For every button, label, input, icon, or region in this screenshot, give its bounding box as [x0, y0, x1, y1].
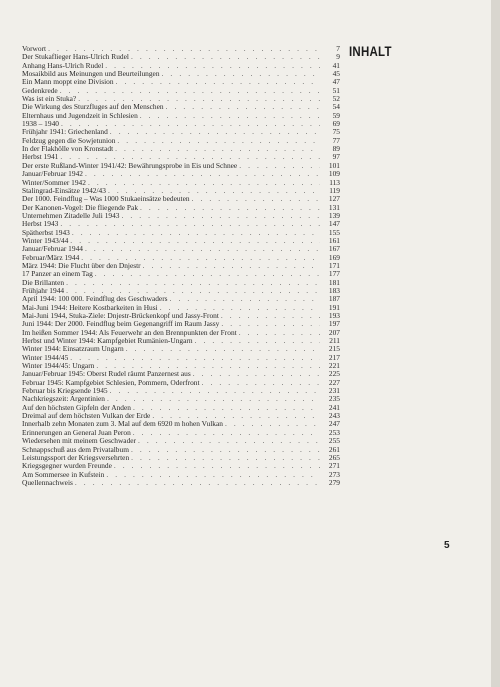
toc-entry-title: 17 Panzer an einem Tag — [22, 270, 93, 279]
toc-entry-title: Der Kanonen-Vogel: Die fliegende Pak — [22, 203, 139, 212]
toc-entry-page: 45 — [332, 70, 340, 79]
toc-entry-page: 211 — [329, 337, 340, 346]
toc-leader-dots — [143, 262, 320, 270]
toc-entry-title: Der 1000. Feindflug – Was 1000 Stukaeinsätze bedeuten — [22, 195, 190, 204]
toc-entry-title: Leistungssport der Kriegsversehrten — [22, 453, 130, 462]
toc-entry-page: 52 — [332, 95, 340, 104]
toc-entry — [22, 70, 340, 78]
toc-entry-page: 181 — [328, 278, 340, 287]
toc-entry — [22, 479, 340, 487]
toc-entry-title: 1938 – 1940 — [22, 120, 59, 129]
toc-leader-dots — [88, 179, 320, 187]
toc-entry-title: Mosaikbild aus Meinungen und Beurteilungen — [22, 70, 160, 79]
toc-entry-title: Dreimal auf dem höchsten Vulkan der Erde — [22, 412, 151, 421]
toc-leader-dots — [60, 87, 320, 95]
toc-entry — [22, 254, 340, 262]
toc-entry-title: Kriegsgegner wurden Freunde — [22, 462, 112, 471]
toc-entry-title: Auf den höchsten Gipfeln der Anden — [22, 403, 131, 412]
toc-entry — [22, 429, 340, 437]
toc-entry — [22, 145, 340, 153]
toc-entry-title: Frühjahr 1944 — [22, 286, 65, 295]
toc-entry — [22, 454, 340, 462]
toc-leader-dots — [239, 162, 320, 170]
toc-entry-title: Februar bis Kriegsende 1945 — [22, 387, 108, 396]
toc-entry-page: 191 — [328, 303, 340, 312]
toc-entry — [22, 320, 340, 328]
toc-entry-title: Wiedersehen mit meinem Geschwader — [22, 437, 137, 446]
toc-entry-title: Winter/Sommer 1942 — [22, 178, 86, 187]
toc-entry-title: Spätherbst 1943 — [22, 228, 70, 237]
toc-entry — [22, 279, 340, 287]
toc-entry — [22, 128, 340, 136]
toc-entry-page: 109 — [328, 170, 340, 179]
toc-entry-title: Feldzug gegen die Sowjetunion — [22, 136, 116, 145]
toc-leader-dots — [131, 446, 320, 454]
toc-leader-dots — [81, 254, 320, 262]
toc-entry — [22, 471, 340, 479]
toc-entry-title: Mai-Juni 1944: Heitere Kostbarkeiten in Husi — [22, 303, 158, 312]
toc-entry-page: 197 — [328, 320, 340, 329]
toc-entry-title: Herbst und Winter 1944: Kampfgebiet Rumänien-Ungarn — [22, 337, 193, 346]
toc-entry-page: 7 — [336, 45, 340, 53]
table-of-contents — [22, 45, 340, 487]
toc-entry-title: Januar/Februar 1944 — [22, 245, 83, 254]
toc-entry — [22, 179, 340, 187]
toc-entry-title: März 1944: Die Flucht über den Dnjestr — [22, 261, 141, 270]
toc-entry-title: Februar 1945: Kampfgebiet Schlesien, Pommern, Oderfront — [22, 378, 200, 387]
toc-leader-dots — [131, 454, 320, 462]
toc-entry-page: 171 — [328, 261, 340, 270]
toc-entry-page: 217 — [328, 353, 340, 362]
toc-entry-page: 225 — [328, 370, 340, 379]
toc-entry — [22, 404, 340, 412]
toc-entry — [22, 45, 340, 53]
toc-entry-title: Februar/März 1944 — [22, 253, 80, 262]
toc-leader-dots — [239, 329, 320, 337]
toc-entry — [22, 337, 340, 345]
toc-entry-title: Januar/Februar 1945: Oberst Rudel räumt Panzernest aus — [22, 370, 191, 379]
toc-entry-title: Juni 1944: Der 2000. Feindflug beim Gegenangriff im Raum Jassy — [22, 320, 220, 329]
toc-entry-page: 41 — [332, 61, 340, 70]
toc-entry — [22, 120, 340, 128]
toc-entry — [22, 370, 340, 378]
toc-entry-title: Winter 1944: Einsatzraum Ungarn — [22, 345, 124, 354]
toc-entry-title: Anhang Hans-Ulrich Rudel — [22, 61, 104, 70]
toc-entry — [22, 187, 340, 195]
toc-leader-dots — [195, 337, 320, 345]
toc-entry — [22, 387, 340, 395]
toc-entry-page: 161 — [328, 236, 340, 245]
toc-entry — [22, 446, 340, 454]
toc-leader-dots — [85, 245, 320, 253]
toc-entry-title: Frühjahr 1941: Griechenland — [22, 128, 108, 137]
toc-entry — [22, 245, 340, 253]
toc-entry-title: April 1944: 100 000. Feindflug des Geschwaders — [22, 295, 168, 304]
toc-entry-title: Schnappschuß aus dem Privatalbum — [22, 445, 129, 454]
toc-entry-page: 187 — [328, 295, 340, 304]
toc-entry-page: 97 — [332, 153, 340, 162]
toc-entry — [22, 112, 340, 120]
toc-entry-page: 227 — [328, 378, 340, 387]
toc-entry — [22, 295, 340, 303]
toc-entry — [22, 229, 340, 237]
toc-leader-dots — [95, 270, 320, 278]
toc-entry-page: 131 — [328, 203, 340, 212]
toc-entry-page: 169 — [328, 253, 340, 262]
toc-leader-dots — [110, 387, 320, 395]
toc-entry — [22, 420, 340, 428]
toc-entry-title: Erinnerungen an General Juan Peron — [22, 428, 131, 437]
toc-entry-page: 265 — [328, 453, 340, 462]
toc-leader-dots — [106, 471, 320, 479]
page-edge — [491, 0, 500, 687]
toc-entry — [22, 162, 340, 170]
toc-entry-title: Der Stukaflieger Hans-Ulrich Rudel — [22, 53, 129, 62]
toc-leader-dots — [138, 437, 320, 445]
toc-leader-dots — [221, 312, 320, 320]
toc-entry — [22, 53, 340, 61]
toc-leader-dots — [131, 53, 320, 61]
toc-entry-page: 231 — [328, 387, 340, 396]
toc-heading: INHALT — [349, 43, 392, 59]
toc-entry-page: 9 — [336, 53, 340, 62]
toc-entry — [22, 212, 340, 220]
toc-leader-dots — [48, 45, 320, 53]
toc-entry-page: 147 — [328, 220, 340, 229]
toc-entry-page: 119 — [329, 186, 340, 195]
toc-leader-dots — [193, 370, 320, 378]
toc-leader-dots — [140, 204, 320, 212]
toc-leader-dots — [192, 195, 320, 203]
toc-leader-dots — [122, 212, 321, 220]
toc-entry — [22, 237, 340, 245]
toc-entry-title: Januar/Februar 1942 — [22, 170, 83, 179]
toc-entry — [22, 287, 340, 295]
toc-leader-dots — [66, 287, 320, 295]
toc-leader-dots — [70, 354, 320, 362]
toc-leader-dots — [133, 429, 320, 437]
toc-entry — [22, 362, 340, 370]
toc-entry — [22, 462, 340, 470]
toc-entry-title: Innerhalb zehn Monaten zum 3. Mal auf dem 6920 m hohen Vulkan — [22, 420, 223, 429]
toc-entry — [22, 195, 340, 203]
toc-entry-title: Vorwort — [22, 45, 47, 53]
toc-entry-page: 155 — [328, 228, 340, 237]
toc-entry-page: 54 — [332, 103, 340, 112]
toc-entry-page: 221 — [328, 362, 340, 371]
toc-entry-page: 243 — [328, 412, 340, 421]
page-number: 5 — [444, 540, 450, 551]
toc-entry — [22, 412, 340, 420]
toc-entry-page: 253 — [328, 428, 340, 437]
toc-entry-title: Quellennachweis — [22, 478, 73, 487]
toc-entry — [22, 204, 340, 212]
toc-leader-dots — [61, 120, 320, 128]
toc-leader-dots — [107, 395, 320, 403]
toc-entry-title: In der Flakhölle von Kronstadt — [22, 145, 114, 154]
toc-entry-page: 75 — [332, 128, 340, 137]
toc-entry-page: 127 — [328, 195, 340, 204]
toc-leader-dots — [75, 479, 320, 487]
toc-entry-title: Gedenkrede — [22, 86, 58, 95]
toc-entry-title: Am Sommersee in Kufstein — [22, 470, 105, 479]
toc-entry — [22, 87, 340, 95]
toc-entry — [22, 170, 340, 178]
toc-entry-page: 183 — [328, 286, 340, 295]
toc-entry-page: 215 — [328, 345, 340, 354]
toc-entry-title: Unternehmen Zitadelle Juli 1943 — [22, 211, 120, 220]
toc-leader-dots — [105, 62, 320, 70]
toc-entry-title: Nachkriegszeit: Argentinien — [22, 395, 105, 404]
toc-entry-title: Winter 1943/44 — [22, 236, 69, 245]
toc-entry-title: Der erste Rußland-Winter 1941/42: Bewährungsprobe in Eis und Schnee — [22, 161, 238, 170]
toc-leader-dots — [202, 379, 320, 387]
toc-leader-dots — [110, 128, 320, 136]
toc-entry — [22, 270, 340, 278]
toc-entry-page: 279 — [328, 478, 340, 487]
toc-entry-page: 241 — [328, 403, 340, 412]
toc-entry-page: 177 — [328, 270, 340, 279]
toc-entry-title: Ein Mann moppt eine Division — [22, 78, 114, 87]
toc-entry-page: 113 — [329, 178, 340, 187]
toc-entry-page: 77 — [332, 136, 340, 145]
toc-entry-page: 69 — [332, 120, 340, 129]
toc-entry-page: 235 — [328, 395, 340, 404]
toc-entry-title: Die Wirkung des Sturzfluges auf den Menschen — [22, 103, 164, 112]
toc-leader-dots — [133, 404, 320, 412]
toc-entry — [22, 379, 340, 387]
toc-entry-page: 51 — [332, 86, 340, 95]
toc-leader-dots — [85, 170, 320, 178]
toc-leader-dots — [117, 137, 320, 145]
toc-entry-page: 167 — [328, 245, 340, 254]
toc-entry — [22, 329, 340, 337]
toc-leader-dots — [60, 153, 320, 161]
toc-entry-page: 139 — [328, 211, 340, 220]
toc-entry — [22, 304, 340, 312]
toc-entry — [22, 95, 340, 103]
toc-entry-title: Stalingrad-Einsätze 1942/43 — [22, 186, 106, 195]
toc-leader-dots — [160, 304, 320, 312]
toc-entry-page: 89 — [332, 145, 340, 154]
toc-leader-dots — [70, 237, 320, 245]
toc-entry-title: Mai-Juni 1944, Stuka-Ziele: Dnjestr-Brückenkopf und Jassy-Front — [22, 312, 219, 320]
toc-entry — [22, 262, 340, 270]
toc-leader-dots — [221, 320, 320, 328]
toc-entry-title: Die Brillanten — [22, 278, 65, 287]
toc-leader-dots — [140, 112, 320, 120]
toc-leader-dots — [166, 103, 320, 111]
toc-entry — [22, 153, 340, 161]
toc-entry-title: Was ist ein Stuka? — [22, 95, 77, 104]
toc-entry — [22, 103, 340, 111]
toc-entry — [22, 78, 340, 86]
toc-entry — [22, 62, 340, 70]
toc-entry-title: Winter 1944/45 — [22, 353, 69, 362]
toc-leader-dots — [78, 95, 320, 103]
toc-entry — [22, 137, 340, 145]
toc-leader-dots — [60, 220, 320, 228]
toc-entry-title: Winter 1944/45: Ungarn — [22, 362, 95, 371]
toc-entry-page: 59 — [332, 111, 340, 120]
toc-leader-dots — [115, 145, 320, 153]
toc-leader-dots — [96, 362, 320, 370]
toc-leader-dots — [114, 462, 320, 470]
toc-leader-dots — [170, 295, 320, 303]
toc-entry-title: Im heißen Sommer 1944: Als Feuerwehr an den Brennpunkten der Front — [22, 328, 237, 337]
toc-entry — [22, 220, 340, 228]
toc-leader-dots — [162, 70, 320, 78]
toc-entry — [22, 395, 340, 403]
toc-entry-page: 273 — [328, 470, 340, 479]
toc-entry-page: 247 — [328, 420, 340, 429]
toc-leader-dots — [225, 420, 320, 428]
toc-leader-dots — [152, 412, 320, 420]
toc-leader-dots — [126, 345, 320, 353]
toc-entry-page: 193 — [328, 312, 340, 320]
toc-leader-dots — [72, 229, 320, 237]
toc-entry — [22, 354, 340, 362]
toc-entry-page: 207 — [328, 328, 340, 337]
toc-entry-page: 47 — [332, 78, 340, 87]
toc-entry-title: Herbst 1941 — [22, 153, 59, 162]
toc-entry-page: 255 — [328, 437, 340, 446]
toc-entry — [22, 312, 340, 320]
toc-entry-title: Elternhaus und Jugendzeit in Schlesien — [22, 111, 138, 120]
toc-entry-title: Herbst 1943 — [22, 220, 59, 229]
toc-entry-page: 271 — [328, 462, 340, 471]
toc-leader-dots — [108, 187, 320, 195]
toc-entry-page: 261 — [328, 445, 340, 454]
toc-entry — [22, 437, 340, 445]
toc-leader-dots — [66, 279, 320, 287]
toc-entry — [22, 345, 340, 353]
toc-leader-dots — [116, 78, 320, 86]
toc-entry-page: 101 — [328, 161, 340, 170]
